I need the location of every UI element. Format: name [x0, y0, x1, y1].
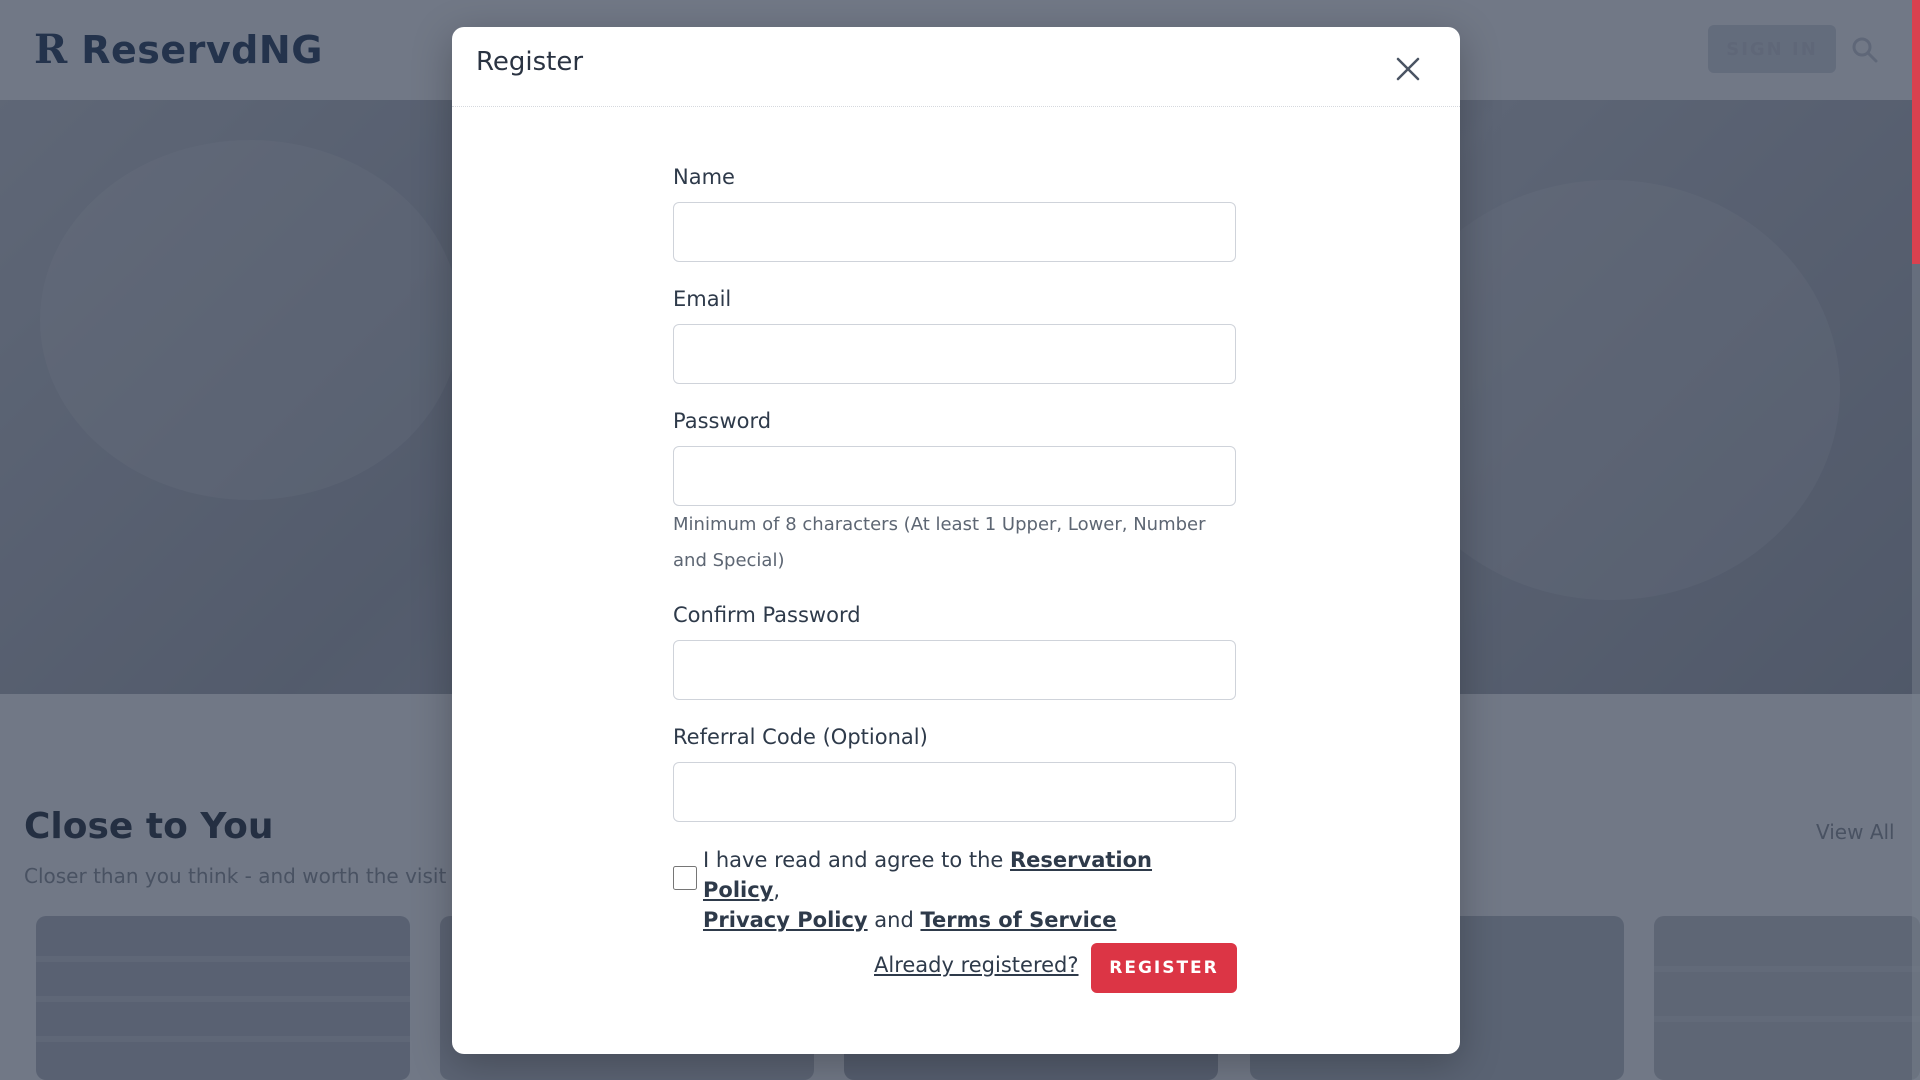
password-input[interactable]	[673, 446, 1236, 506]
email-label: Email	[673, 287, 732, 311]
agreement-prefix: I have read and agree to the	[703, 848, 1011, 872]
modal-title: Register	[476, 47, 584, 77]
name-input[interactable]	[673, 202, 1236, 262]
modal-header	[452, 27, 1460, 107]
agreement-and: and	[867, 908, 921, 932]
close-icon	[1390, 51, 1426, 87]
scrollbar-thumb[interactable]	[1912, 0, 1920, 264]
referral-code-input[interactable]	[673, 762, 1236, 822]
privacy-policy-link[interactable]: Privacy Policy	[703, 908, 868, 932]
password-label: Password	[673, 409, 772, 433]
password-hint: Minimum of 8 characters (At least 1 Upper, Lower, Number and Special)	[673, 514, 1206, 571]
close-button[interactable]	[1390, 51, 1426, 87]
agreement-comma: ,	[773, 878, 781, 902]
register-modal	[452, 27, 1460, 1054]
name-label: Name	[673, 165, 735, 189]
terms-of-service-link[interactable]: Terms of Service	[920, 908, 1117, 932]
register-button[interactable]: REGISTER	[1091, 943, 1237, 993]
confirm-password-label: Confirm Password	[673, 603, 861, 627]
already-registered-link[interactable]: Already registered?	[874, 953, 1079, 977]
confirm-password-input[interactable]	[673, 640, 1236, 700]
agree-checkbox[interactable]	[673, 866, 697, 890]
reservation-policy-link[interactable]: Reservation Policy	[703, 848, 1153, 902]
agreement-text	[703, 845, 1223, 935]
referral-code-label: Referral Code (Optional)	[673, 725, 928, 749]
email-input[interactable]	[673, 324, 1236, 384]
